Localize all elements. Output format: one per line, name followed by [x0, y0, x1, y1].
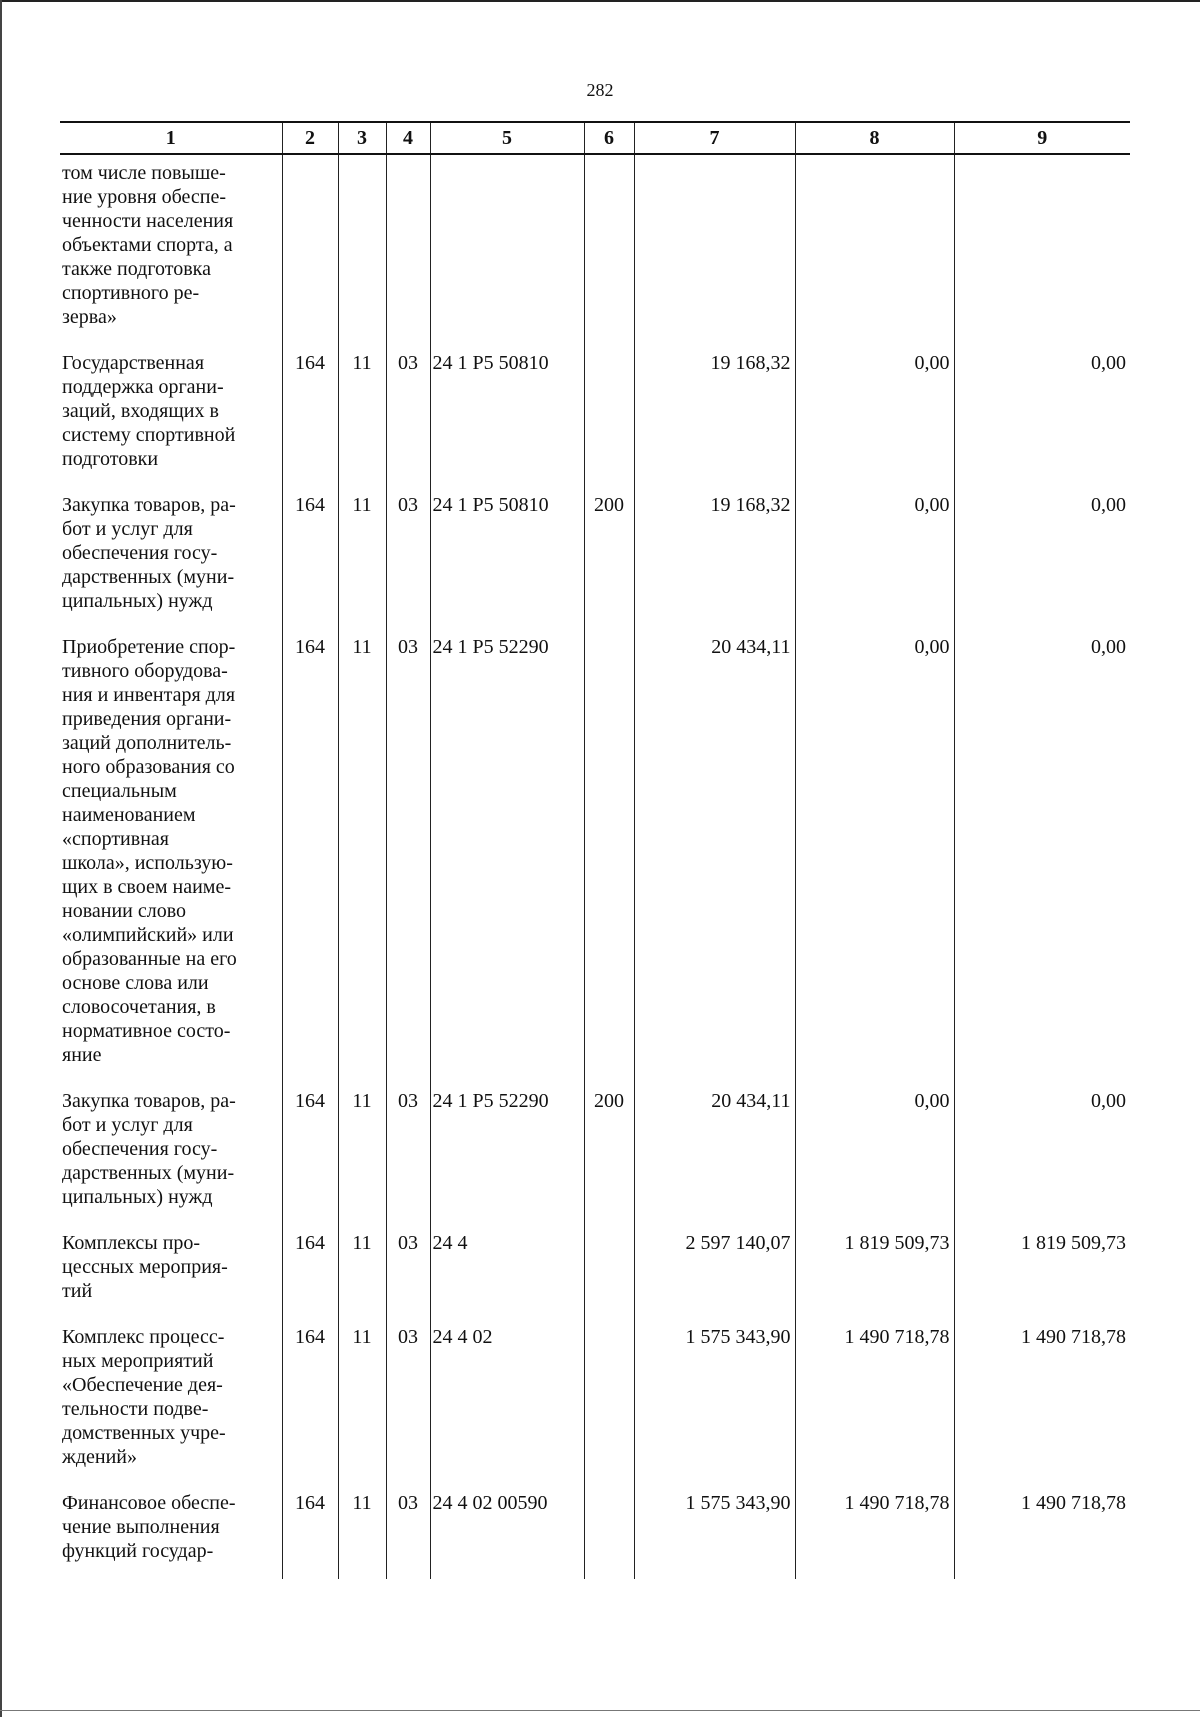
row-section-code: 11 [338, 487, 386, 629]
header-col-6: 6 [584, 122, 634, 154]
header-col-8: 8 [795, 122, 954, 154]
header-col-2: 2 [282, 122, 338, 154]
table-body [60, 154, 1130, 1579]
row-section-code: 11 [338, 1225, 386, 1319]
row-amount-col8: 0,00 [795, 629, 954, 1083]
header-col-3: 3 [338, 122, 386, 154]
row-expense-type [584, 154, 634, 345]
row-description: Государственная поддержка органи- заций, входящих в систему спортивной подготовки [60, 345, 282, 487]
row-amount-col8: 0,00 [795, 487, 954, 629]
header-col-4: 4 [386, 122, 430, 154]
table-row [60, 154, 1130, 345]
row-amount-col8: 1 819 509,73 [795, 1225, 954, 1319]
row-expense-type [584, 629, 634, 1083]
row-subsection-code: 03 [386, 629, 430, 1083]
row-amount-col7: 20 434,11 [634, 1083, 795, 1225]
row-expense-type: 200 [584, 487, 634, 629]
row-description: том числе повыше- ние уровня обеспе- ченности населения объектами спорта, а также подготовка спортивного ре- зерва» [60, 154, 282, 345]
row-target-article [430, 154, 584, 345]
row-ministry-code: 164 [282, 345, 338, 487]
row-target-article: 24 1 P5 50810 [430, 487, 584, 629]
budget-table-container [60, 121, 1130, 1579]
row-amount-col7: 20 434,11 [634, 629, 795, 1083]
row-amount-col9: 1 490 718,78 [954, 1319, 1130, 1485]
row-amount-col9 [954, 154, 1130, 345]
row-description: Закупка товаров, ра- бот и услуг для обеспечения госу- дарственных (муни- ципальных) нужд [60, 487, 282, 629]
row-expense-type [584, 345, 634, 487]
row-expense-type [584, 1319, 634, 1485]
page-border-bottom [0, 1710, 1200, 1711]
row-subsection-code: 03 [386, 345, 430, 487]
row-section-code: 11 [338, 1083, 386, 1225]
row-ministry-code: 164 [282, 487, 338, 629]
row-subsection-code [386, 154, 430, 345]
table-row [60, 629, 1130, 1083]
row-target-article: 24 4 02 00590 [430, 1485, 584, 1579]
row-amount-col7: 1 575 343,90 [634, 1485, 795, 1579]
page-number: 282 [586, 80, 614, 100]
row-amount-col8: 1 490 718,78 [795, 1319, 954, 1485]
row-target-article: 24 4 02 [430, 1319, 584, 1485]
row-ministry-code [282, 154, 338, 345]
row-amount-col8: 0,00 [795, 1083, 954, 1225]
row-target-article: 24 4 [430, 1225, 584, 1319]
row-amount-col9: 1 819 509,73 [954, 1225, 1130, 1319]
row-expense-type: 200 [584, 1083, 634, 1225]
row-target-article: 24 1 P5 52290 [430, 1083, 584, 1225]
table-row [60, 1319, 1130, 1485]
row-section-code: 11 [338, 629, 386, 1083]
row-subsection-code: 03 [386, 1083, 430, 1225]
row-description: Комплекс процесс- ных мероприятий «Обеспечение дея- тельности подве- домственных учре- ждений» [60, 1319, 282, 1485]
row-section-code: 11 [338, 345, 386, 487]
table-row [60, 1225, 1130, 1319]
row-subsection-code: 03 [386, 1485, 430, 1579]
row-amount-col7: 19 168,32 [634, 487, 795, 629]
row-subsection-code: 03 [386, 1225, 430, 1319]
header-col-5: 5 [430, 122, 584, 154]
row-description: Приобретение спор- тивного оборудова- ния и инвентаря для приведения органи- заций дополнитель- ного образования со специальным наименованием «спортивная школа», использую- щих в своем наиме- новании слово «олимпийский» или образованные на его основе слова или словосочетания, в нормативное состо- яние [60, 629, 282, 1083]
row-section-code: 11 [338, 1319, 386, 1485]
row-amount-col7: 1 575 343,90 [634, 1319, 795, 1485]
row-amount-col7: 19 168,32 [634, 345, 795, 487]
row-amount-col8: 0,00 [795, 345, 954, 487]
row-amount-col9: 1 490 718,78 [954, 1485, 1130, 1579]
row-amount-col8: 1 490 718,78 [795, 1485, 954, 1579]
row-expense-type [584, 1225, 634, 1319]
row-amount-col9: 0,00 [954, 345, 1130, 487]
budget-table [60, 121, 1130, 1579]
table-row [60, 487, 1130, 629]
row-expense-type [584, 1485, 634, 1579]
header-row [60, 122, 1130, 154]
row-amount-col8 [795, 154, 954, 345]
header-col-1: 1 [60, 122, 282, 154]
row-amount-col7 [634, 154, 795, 345]
row-ministry-code: 164 [282, 1225, 338, 1319]
row-ministry-code: 164 [282, 1083, 338, 1225]
header-col-7: 7 [634, 122, 795, 154]
row-ministry-code: 164 [282, 1319, 338, 1485]
row-amount-col9: 0,00 [954, 1083, 1130, 1225]
row-ministry-code: 164 [282, 629, 338, 1083]
page-border-top [0, 0, 1200, 2]
header-col-9: 9 [954, 122, 1130, 154]
row-section-code: 11 [338, 1485, 386, 1579]
row-amount-col7: 2 597 140,07 [634, 1225, 795, 1319]
row-description: Финансовое обеспе- чение выполнения функций государ- [60, 1485, 282, 1579]
row-amount-col9: 0,00 [954, 629, 1130, 1083]
row-section-code [338, 154, 386, 345]
row-subsection-code: 03 [386, 487, 430, 629]
page-border-left [0, 0, 2, 1717]
row-target-article: 24 1 P5 50810 [430, 345, 584, 487]
row-subsection-code: 03 [386, 1319, 430, 1485]
row-description: Комплексы про- цессных мероприя- тий [60, 1225, 282, 1319]
table-row [60, 345, 1130, 487]
table-row [60, 1485, 1130, 1579]
row-target-article: 24 1 P5 52290 [430, 629, 584, 1083]
row-description: Закупка товаров, ра- бот и услуг для обеспечения госу- дарственных (муни- ципальных) нужд [60, 1083, 282, 1225]
table-row [60, 1083, 1130, 1225]
row-amount-col9: 0,00 [954, 487, 1130, 629]
row-ministry-code: 164 [282, 1485, 338, 1579]
